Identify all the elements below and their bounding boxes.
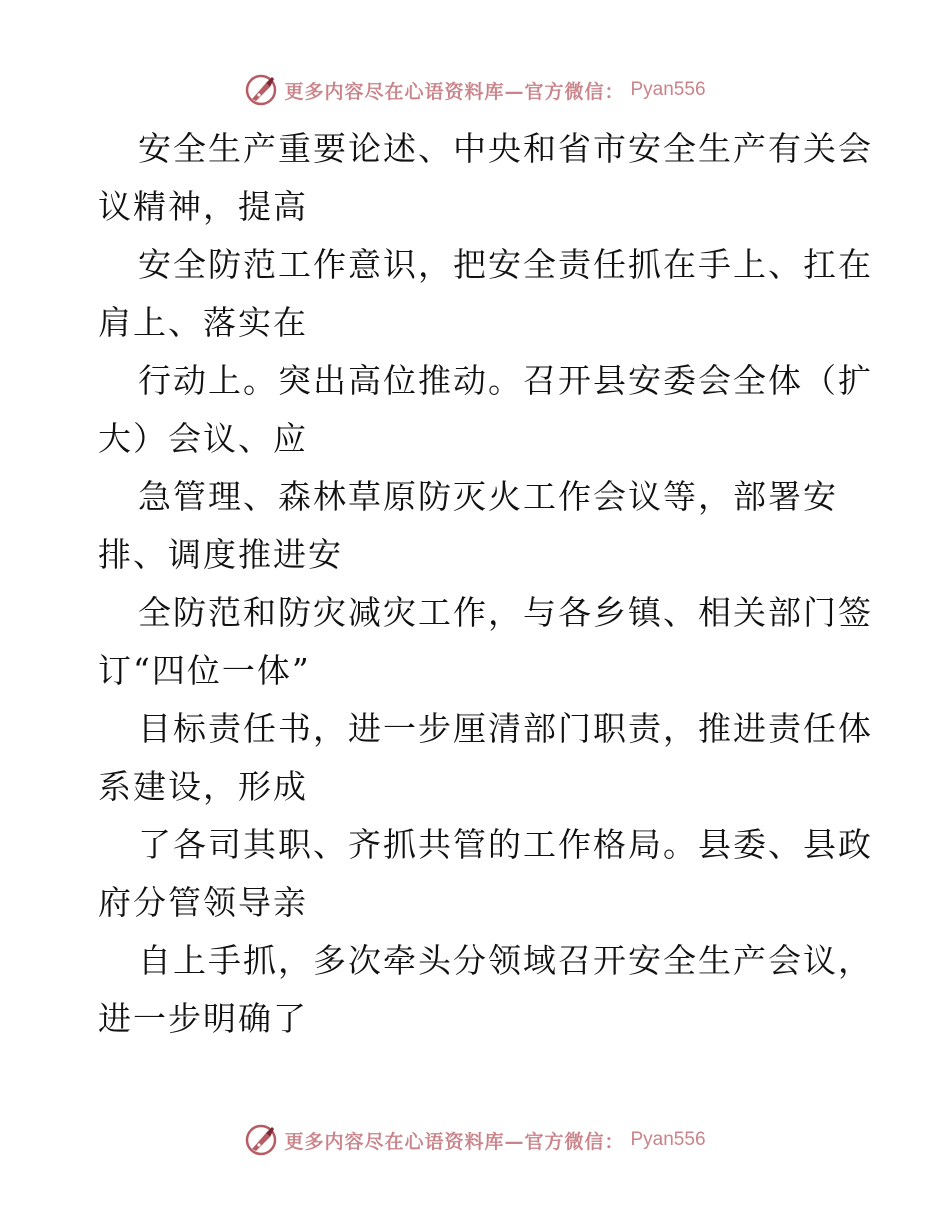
- text-line: 目标责任书，进一步厘清部门职责，推进责任体: [138, 709, 873, 748]
- text-line: 行动上。突出高位推动。召开县安委会全体（扩: [138, 361, 873, 400]
- text-line: 安全防范工作意识，把安全责任抓在手上、扛在: [138, 245, 873, 284]
- text-line: 了各司其职、齐抓共管的工作格局。县委、县政: [138, 825, 873, 864]
- text-line: 肩上、落实在: [98, 303, 308, 342]
- pen-nib-circle-icon: [244, 1123, 278, 1157]
- banner-wechat-id: Pyan556: [630, 1129, 706, 1150]
- text-line: 府分管领导亲: [98, 883, 308, 922]
- text-line: 安全生产重要论述、中央和省市安全生产有关会: [138, 129, 873, 168]
- text-line: 订“四位一体”: [98, 651, 311, 690]
- pen-nib-circle-icon: [244, 73, 278, 107]
- text-line: 自上手抓，多次牵头分领域召开安全生产会议，: [138, 941, 873, 980]
- document-body: [98, 120, 878, 1048]
- text-line: 全防范和防灾减灾工作，与各乡镇、相关部门签: [138, 593, 873, 632]
- footer-banner: [0, 1120, 950, 1160]
- text-line: 议精神，提高: [98, 187, 308, 226]
- text-line: 系建设，形成: [98, 767, 308, 806]
- banner-wechat-id: Pyan556: [630, 79, 706, 100]
- text-line: 排、调度推进安: [98, 535, 343, 574]
- text-line: 大）会议、应: [98, 419, 308, 458]
- banner-text: 更多内容尽在心语资料库—官方微信：: [284, 1130, 625, 1153]
- header-banner: [0, 70, 950, 110]
- banner-text: 更多内容尽在心语资料库—官方微信：: [284, 80, 625, 103]
- text-line: 进一步明确了: [98, 999, 308, 1038]
- text-line: 急管理、森林草原防灭火工作会议等，部署安: [138, 477, 838, 516]
